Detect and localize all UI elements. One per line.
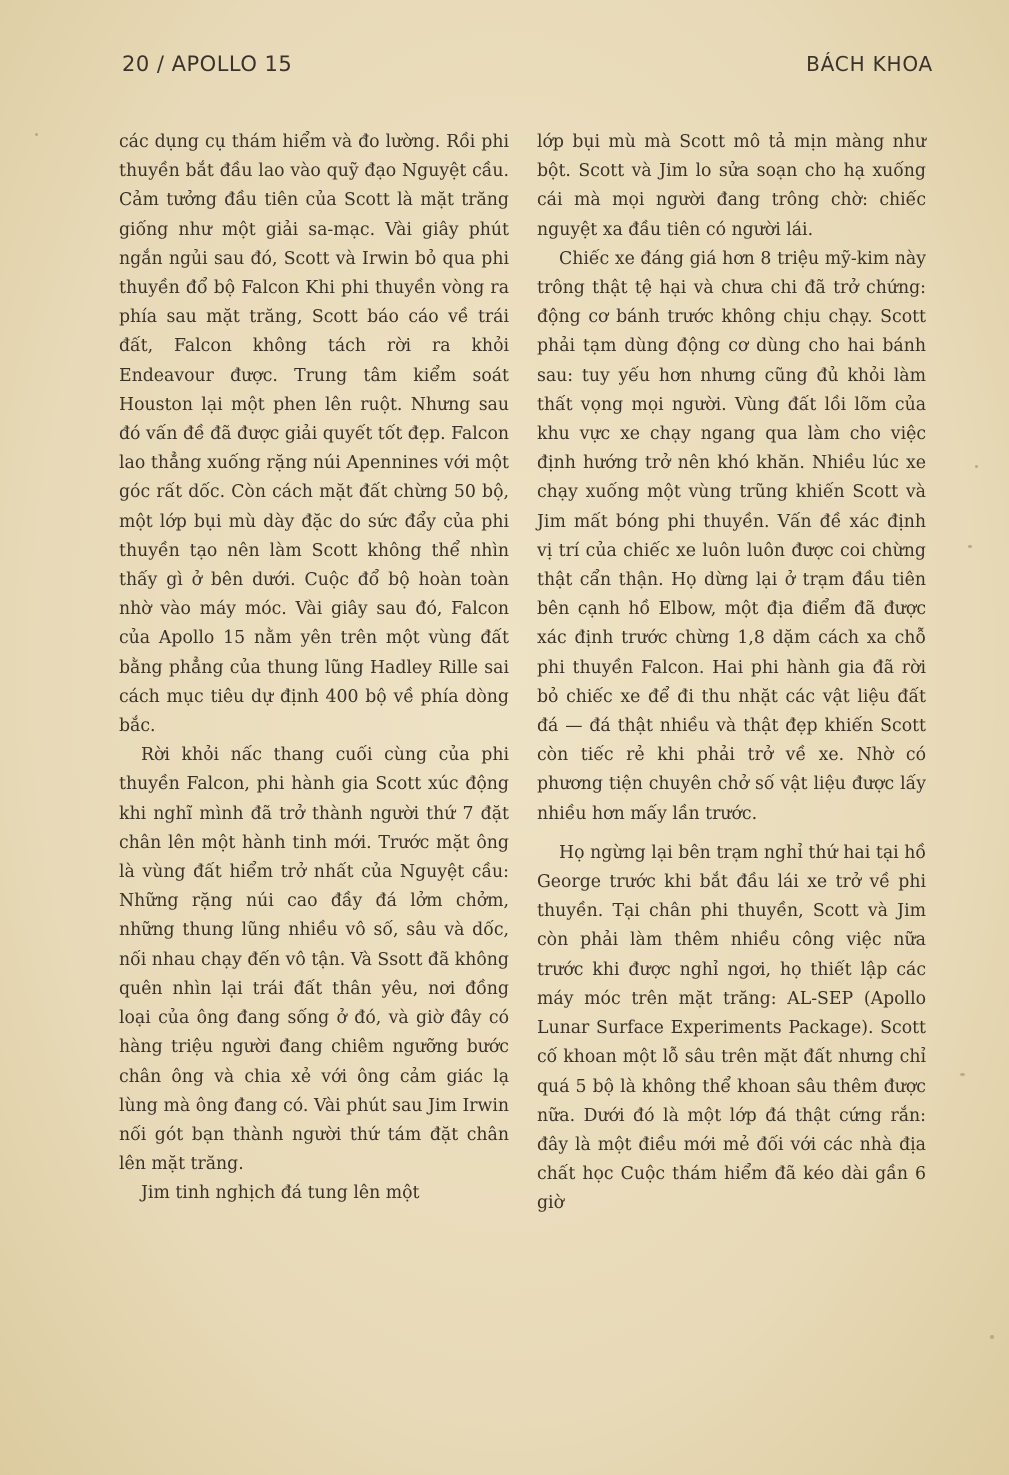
left-column [119,128,509,1209]
paper-speck [968,545,972,548]
paragraph: Chiếc xe đáng giá hơn 8 triệu mỹ-kim này trông thật tệ hại và chưa chi đã trở chứng: động cơ bánh trước không chịu chạy. Scott phải tạm dùng động cơ dùng cho hai bánh sau: tuy yếu hơn nhưng cũng đủ khỏi làm thất vọng mọi người. Vùng đất lồi lõm của khu vực xe chạy ngang qua làm cho việc định hướng trở nên khó khăn. Nhiều lúc xe chạy xuống một vùng trũng khiến Scott và Jim mất bóng phi thuyền. Vấn đề xác định vị trí của chiếc xe luôn luôn được coi chừng thật cẩn thận. Họ dừng lại ở trạm đầu tiên bên cạnh hồ Elbow, một địa điểm đã được xác định trước chừng 1,8 dặm cách xa chỗ phi thuyền Falcon. Hai phi hành gia đã rời bỏ chiếc xe để đi thu nhặt các vật liệu đất đá — đá thật nhiều và thật đẹp khiến Scott còn tiếc rẻ khi phải trở về xe. Nhờ có phương tiện chuyên chở số vật liệu được lấy nhiều hơn mấy lần trước. [537,248,926,824]
paper-speck [960,1073,965,1076]
paper-speck [975,465,978,468]
right-column [537,128,926,1219]
magazine-name: BÁCH KHOA [806,52,933,76]
paragraph: Rời khỏi nấc thang cuối cùng của phi thuyền Falcon, phi hành gia Scott xúc động khi nghĩ mình đã trở thành người thứ 7 đặt chân lên một hành tinh mới. Trước mặt ông là vùng đất hiểm trở nhất của Nguyệt cầu: Những rặng núi cao đầy đá lởm chởm, những thung lũng nhiều vô số, sâu và dốc, nối nhau chạy đến vô tận. Và Ssott đã không quên nhìn lại trái đất thân yêu, nơi đồng loại của ông đang sống ở đó, và giờ đây có hàng triệu người đang chiêm ngưỡng bước chân ông và chia xẻ với ông cảm giác lạ lùng mà ông đang có. Vài phút sau Jim Irwin nối gót bạn thành người thứ tám đặt chân lên mặt trăng. [119,745,509,1175]
paragraph: lớp bụi mù mà Scott mô tả mịn màng như bột. Scott và Jim lo sửa soạn cho hạ xuống cái mà mọi người đang trông chờ: chiếc nguyệt xa đầu tiên có người lái. [537,132,926,240]
paragraph: các dụng cụ thám hiểm và đo lường. Rồi phi thuyền bắt đầu lao vào quỹ đạo Nguyệt cầu. Cảm tưởng đầu tiên của Scott là mặt trăng giống như một giải sa-mạc. Vài giây phút ngắn ngủi sau đó, Scott và Irwin bỏ qua phi thuyền đổ bộ Falcon Khi phi thuyền vòng ra phía sau mặt trăng, Scott báo cáo về trái đất, Falcon không tách rời ra khỏi Endeavour được. Trung tâm kiểm soát Houston lại một phen lên ruột. Nhưng sau đó vấn đề đã được giải quyết tốt đẹp. Falcon lao thẳng xuống rặng núi Apennines với một góc rất dốc. Còn cách mặt đất chừng 50 bộ, một lớp bụi mù dày đặc do sức đẩy của phi thuyền tạo nên làm Scott không thể nhìn thấy gì ở bên dưới. Cuộc đổ bộ hoàn toàn nhờ vào máy móc. Vài giây sau đó, Falcon của Apollo 15 nằm yên trên một vùng đất bằng phẳng của thung lũng Hadley Rille sai cách mục tiêu dự định 400 bộ về phía dòng bắc. [119,132,509,737]
page-header [122,52,933,86]
paragraph: Jim tinh nghịch đá tung lên một [141,1183,420,1204]
paper-speck [35,133,38,136]
paragraph: Họ ngừng lại bên trạm nghỉ thứ hai tại hồ George trước khi bắt đầu lái xe trở về phi thuyền. Tại chân phi thuyền, Scott và Jim còn phải làm thêm nhiều công việc nữa trước khi được nghỉ ngơi, họ thiết lập các máy móc trên mặt trăng: AL-SEP (Apollo Lunar Surface Experiments Package). Scott cố khoan một lỗ sâu trên mặt đất nhưng chỉ quá 5 bộ là không thể khoan sâu thêm được nữa. Dưới đó là một lớp đá thật cứng rắn: đây là một điều mới mẻ đối với các nhà địa chất học Cuộc thám hiểm đã kéo dài gần 6 giờ [537,842,926,1214]
paper-speck [990,1335,994,1339]
page-number-title: 20 / APOLLO 15 [122,52,293,76]
